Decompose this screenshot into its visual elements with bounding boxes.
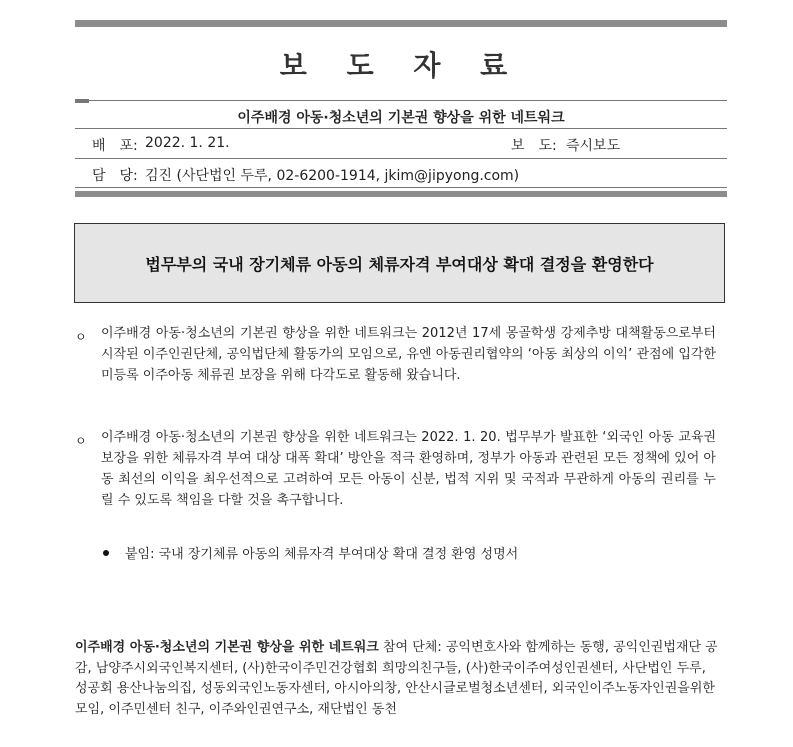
contact-value: 김진 (사단법인 두루, 02-6200-1914, jkim@jipyong.com) <box>145 168 520 184</box>
participating-organizations <box>75 638 720 720</box>
headline-box <box>74 223 725 303</box>
contact-divider <box>75 187 727 188</box>
release-label: 보 도: <box>511 138 557 154</box>
attachment-bullet-icon <box>103 550 109 556</box>
paragraph-bullet: ㅇ <box>75 434 87 448</box>
body-paragraph-2: 이주배경 아동·청소년의 기본권 향상을 위한 네트워크는 2022. 1. 20. 법무부가 발표한 ‘외국인 아동 교육권 보장을 위한 체류자격 부여 대상 대폭 확대’ 방안을 적극 환영하며, 정부가 아동과 관련된 모든 정책에 있어 아동 최선의 이익을 최우선적으로 고려하여 모든 아동이 신분, 법적 지위 및 국적과 무관하게 아동의 권리를 누릴 수 있도록 책임을 다할 것을 촉구합니다. <box>101 430 716 508</box>
release-value: 즉시보도 <box>566 138 621 154</box>
body-paragraph-1: 이주배경 아동·청소년의 기본권 향상을 위한 네트워크는 2012년 17세 몽골학생 강제추방 대책활동으로부터 시작된 이주인권단체, 공익법단체 활동가의 모임으로, 유엔 아동권리협약의 ‘아동 최상의 이익’ 관점에 입각한 미등록 이주아동 체류권 보장을 위해 다각도로 활동해 왔습니다. <box>101 326 716 383</box>
headline-text: 법무부의 국내 장기체류 아동의 체류자격 부여대상 확대 결정을 환영한다 <box>145 254 654 274</box>
distribution-date: 2022. 1. 21. <box>145 135 230 151</box>
footer-participants-list: 공익변호사와 함께하는 동행, 공익인권법재단 공감, 남양주시외국인복지센터, (사)한국이주민건강협회 희망의친구들, (사)한국이주여성인권센터, 사단법인 두루, 성공회 용산나눔의집, 성동외국인노동자센터, 아시아의창, 안산시글로벌청소년센터, 외국인이주노동자인권을위한모임, 이주민센터 친구, 이주와인권연구소, 재단법인 동천 <box>75 640 718 717</box>
distribution-label: 배 포: <box>92 138 138 154</box>
contact-label: 담 당: <box>92 168 138 184</box>
title-divider <box>75 100 727 101</box>
org-divider <box>75 128 727 129</box>
page-title: 보 도 자 료 <box>279 49 523 82</box>
paragraph-bullet: ㅇ <box>75 330 87 344</box>
top-divider-bar <box>75 20 727 27</box>
header-bottom-bar <box>75 191 727 197</box>
meta-divider <box>75 158 727 159</box>
footer-participants-prefix: 참여 단체: <box>378 640 446 655</box>
footer-org-name: 이주배경 아동·청소년의 기본권 향상을 위한 네트워크 <box>75 640 379 655</box>
organization-name: 이주배경 아동·청소년의 기본권 향상을 위한 네트워크 <box>237 110 565 126</box>
attachment-note: 붙임: 국내 장기체류 아동의 체류자격 부여대상 확대 결정 환영 성명서 <box>125 547 519 562</box>
